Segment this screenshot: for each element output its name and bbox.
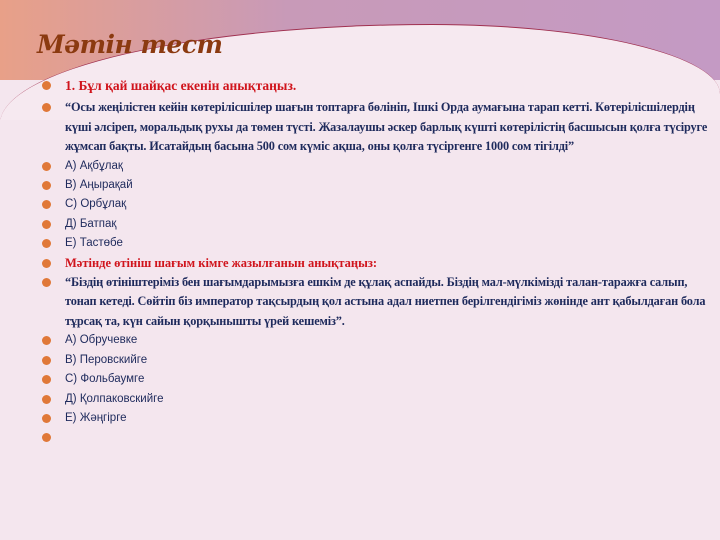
item-text: С) Фольбаумге [65,373,145,386]
list-item [40,390,710,409]
item-text: “Біздің өтініштеріміз бен шағымдарымызға ешкім де құлақ аспайды. Біздің мал-мүлкімізді талан-таражға салып, тонап кетеді. Сөйтіп біз император тақсырдың қол астына адал ниетпен берілгендігіміз жөнінде ант қабылдаған бола тұрсақ та, күн сайын қорқынышты үрей кешеміз”. [65,275,706,328]
list-item [40,409,710,428]
list-item [40,76,710,95]
list-item [40,195,710,214]
bullet-icon [42,375,51,384]
item-text: С) Орбұлақ [65,198,127,211]
list-item [40,254,710,273]
bullet-list [40,76,710,428]
bullet-icon [42,162,51,171]
item-text: Е) Тастөбе [65,237,123,250]
item-text: Е) Жәңгірге [65,411,127,424]
item-text: Д) Батпақ [65,217,117,230]
list-item [40,351,710,370]
list-item [40,157,710,176]
bullet-icon [42,239,51,248]
item-text: А) Обручевке [65,334,138,347]
item-text: А) Ақбұлақ [65,159,123,172]
bullet-icon [42,336,51,345]
bullet-icon [42,103,51,112]
list-item [40,331,710,350]
item-text: Д) Қолпаковскийге [65,392,164,405]
bullet-icon [42,220,51,229]
item-text: В) Аңырақай [65,179,133,192]
bullet-icon [42,259,51,268]
list-item [40,215,710,234]
bullet-icon [42,181,51,190]
item-text: Мәтінде өтініш шағым кімге жазылғанын анықтаңыз: [65,255,378,270]
slide-title: Мәтін тест [37,30,223,59]
item-text: “Осы жеңілістен кейін көтерілісшілер шағын топтарға бөлініп, Ішкі Орда аумағына тарап кетті. Көтерілісшілердің күші әлсіреп, моральдық рухы да төмен түсті. Жазалаушы әскер барлық күшті көтерілістің басшысын қолға түсіруге жұмсап бақты. Исатайдың басына 500 сом күміс ақша, оны қолға түсіргенге 1000 сом тігілді” [65,100,708,154]
item-text: 1. Бұл қай шайқас екенін анықтаңыз. [65,78,297,93]
list-item [40,273,710,331]
bullet-icon [42,395,51,404]
item-text: В) Перовскийге [65,353,148,366]
bullet-icon [42,200,51,209]
list-item [40,370,710,389]
bullet-icon [42,356,51,365]
bullet-icon [42,414,51,423]
list-item [40,176,710,195]
bullet-icon [42,81,51,90]
bullet-icon [42,278,51,287]
list-item [40,234,710,253]
list-item [40,98,710,156]
